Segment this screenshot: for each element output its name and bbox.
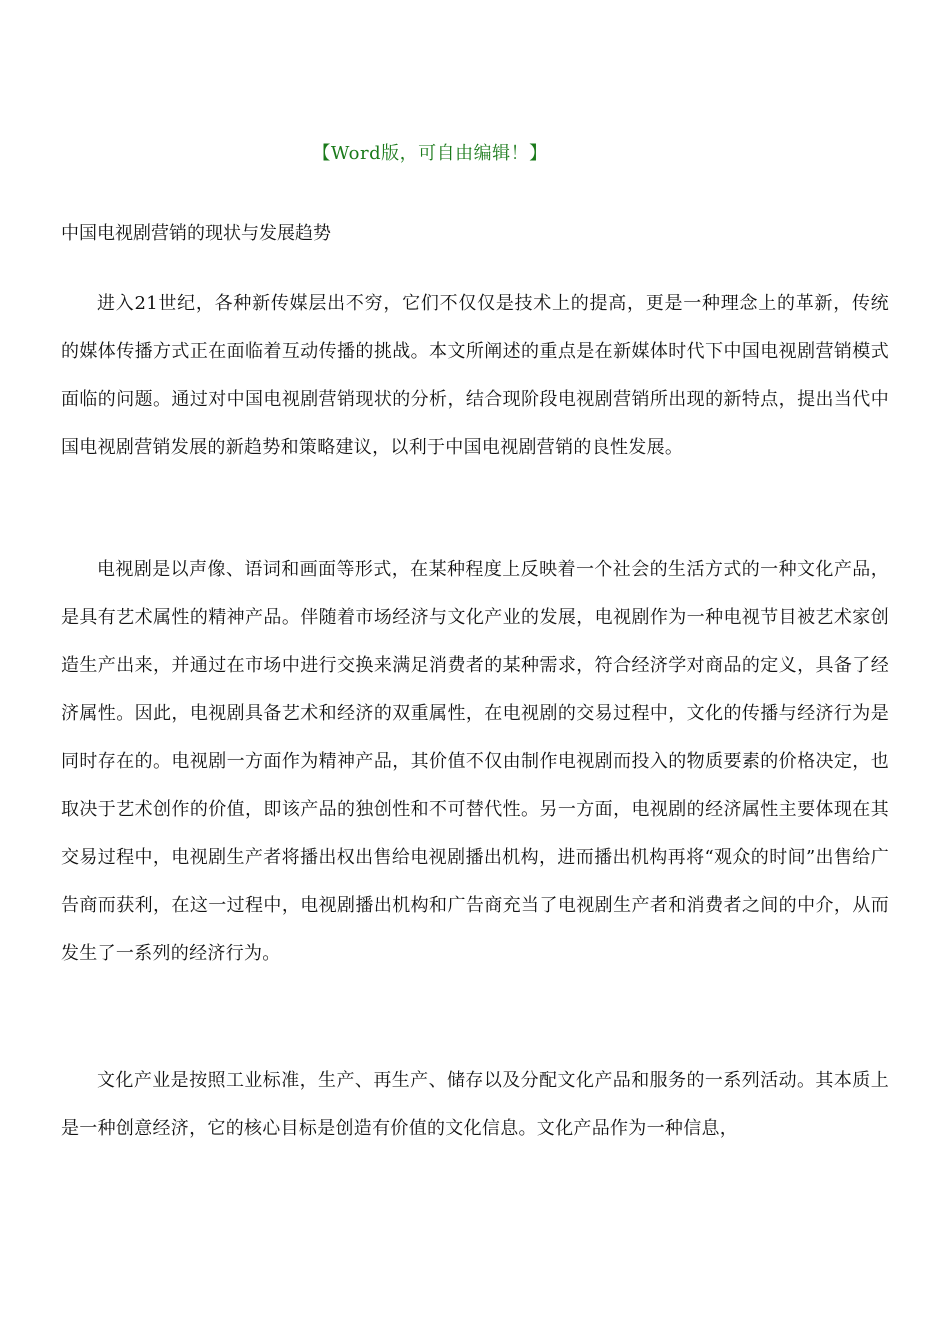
paragraph-tv-drama-attributes: 电视剧是以声像、语词和画面等形式，在某种程度上反映着一个社会的生活方式的一种文化产品，是具有艺术属性的精神产品。伴随着市场经济与文化产业的发展，电视剧作为一种电视节目被艺术家创造生产出来，并通过在市场中进行交换来满足消费者的某种需求，符合经济学对商品的定义，具备了经济属性。因此，电视剧具备艺术和经济的双重属性，在电视剧的交易过程中，文化的传播与经济行为是同时存在的。电视剧一方面作为精神产品，其价值不仅由制作电视剧而投入的物质要素的价格决定，也取决于艺术创作的价值，即该产品的独创性和不可替代性。另一方面，电视剧的经济属性主要体现在其交易过程中，电视剧生产者将播出权出售给电视剧播出机构，进而播出机构再将“观众的时间”出售给广告商而获利，在这一过程中，电视剧播出机构和广告商充当了电视剧生产者和消费者之间的中介，从而发生了一系列的经济行为。	[61, 559, 889, 964]
document-title: 中国电视剧营销的现状与发展趋势	[61, 223, 331, 244]
editable-notice: 【Word版，可自由编辑！】	[312, 143, 548, 164]
paragraph-cultural-industry: 文化产业是按照工业标准，生产、再生产、储存以及分配文化产品和服务的一系列活动。其本质上是一种创意经济，它的核心目标是创造有价值的文化信息。文化产品作为一种信息，	[61, 1070, 889, 1139]
paragraph-intro: 进入21世纪，各种新传媒层出不穷，它们不仅仅是技术上的提高，更是一种理念上的革新，传统的媒体传播方式正在面临着互动传播的挑战。本文所阐述的重点是在新媒体时代下中国电视剧营销模式面临的问题。通过对中国电视剧营销现状的分析，结合现阶段电视剧营销所出现的新特点，提出当代中国电视剧营销发展的新趋势和策略建议，以利于中国电视剧营销的良性发展。	[61, 293, 889, 458]
